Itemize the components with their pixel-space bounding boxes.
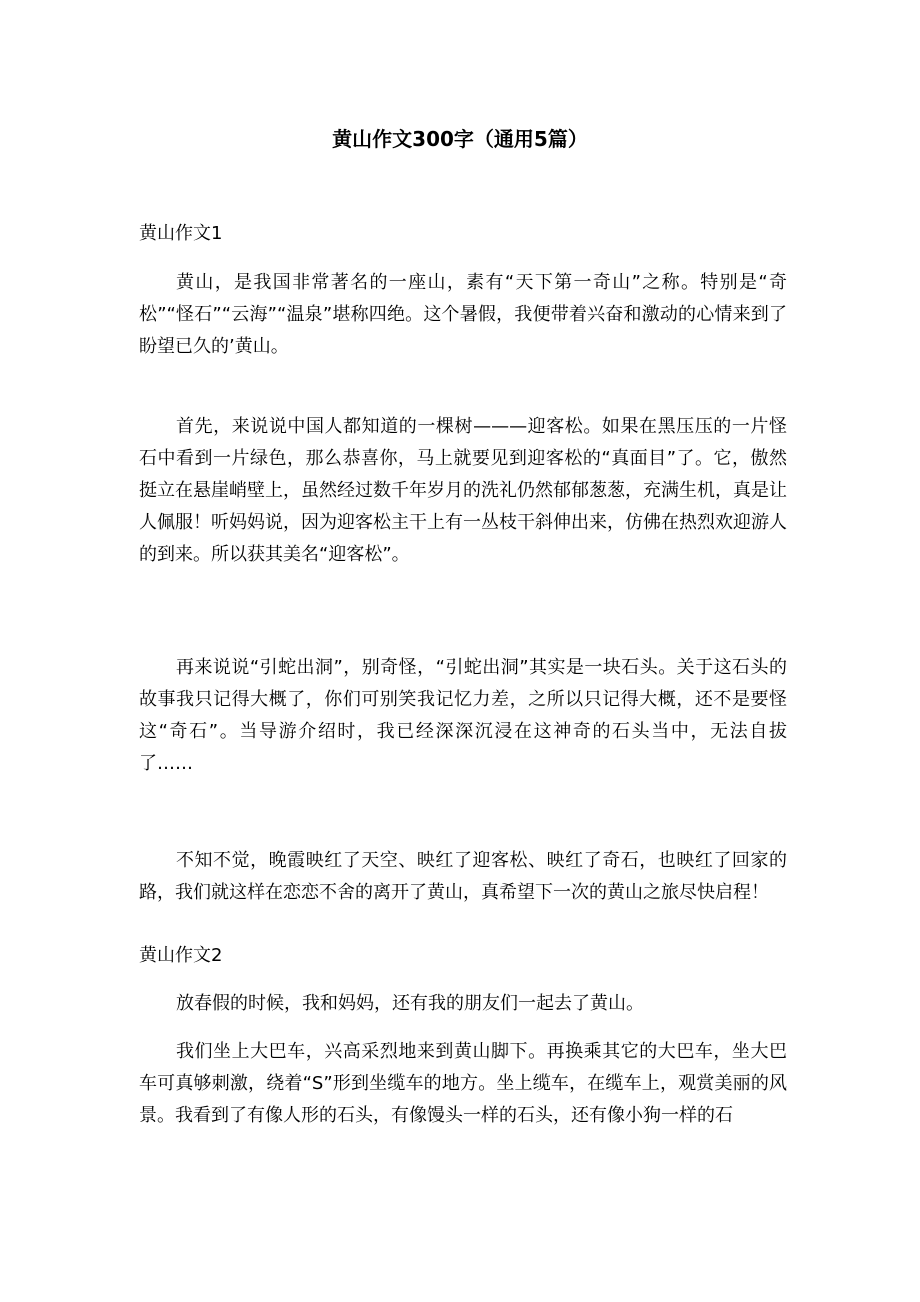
section-heading-1: 黄山作文1 [139, 223, 223, 244]
paragraph-1-4: 不知不觉，晚霞映红了天空、映红了迎客松、映红了奇石，也映红了回家的路，我们就这样在恋恋不舍的离开了黄山，真希望下一次的黄山之旅尽快启程！ [139, 850, 787, 903]
section-heading-2: 黄山作文2 [139, 945, 223, 966]
paragraph-2-1: 放春假的时候，我和妈妈，还有我的朋友们一起去了黄山。 [176, 993, 644, 1014]
document-title: 黄山作文300字（通用5篇） [332, 127, 588, 151]
paragraph-1-3: 再来说说“引蛇出洞”，别奇怪，“引蛇出洞”其实是一块石头。关于这石头的故事我只记得大概了，你们可别笑我记忆力差，之所以只记得大概，还不是要怪这“奇石”。当导游介绍时，我已经深深沉浸在这神奇的石头当中，无法自拔了…… [139, 657, 787, 774]
paragraph-1-1: 黄山，是我国非常著名的一座山，素有“天下第一奇山”之称。特别是“奇松”“怪石”“云海”“温泉”堪称四绝。这个暑假，我便带着兴奋和激动的心情来到了盼望已久的’黄山。 [139, 272, 787, 357]
paragraph-1-2: 首先，来说说中国人都知道的一棵树———迎客松。如果在黑压压的一片怪石中看到一片绿色，那么恭喜你，马上就要见到迎客松的“真面目”了。它，傲然挺立在悬崖峭壁上，虽然经过数千年岁月的洗礼仍然郁郁葱葱，充满生机，真是让人佩服！听妈妈说，因为迎客松主干上有一丛枝干斜伸出来，仿佛在热烈欢迎游人的到来。所以获其美名“迎客松”。 [139, 416, 787, 565]
paragraph-2-2: 我们坐上大巴车，兴高采烈地来到黄山脚下。再换乘其它的大巴车，坐大巴车可真够刺激，绕着“S”形到坐缆车的地方。坐上缆车，在缆车上，观赏美丽的风景。我看到了有像人形的石头，有像馒头一样的石头，还有像小狗一样的石 [139, 1041, 787, 1126]
